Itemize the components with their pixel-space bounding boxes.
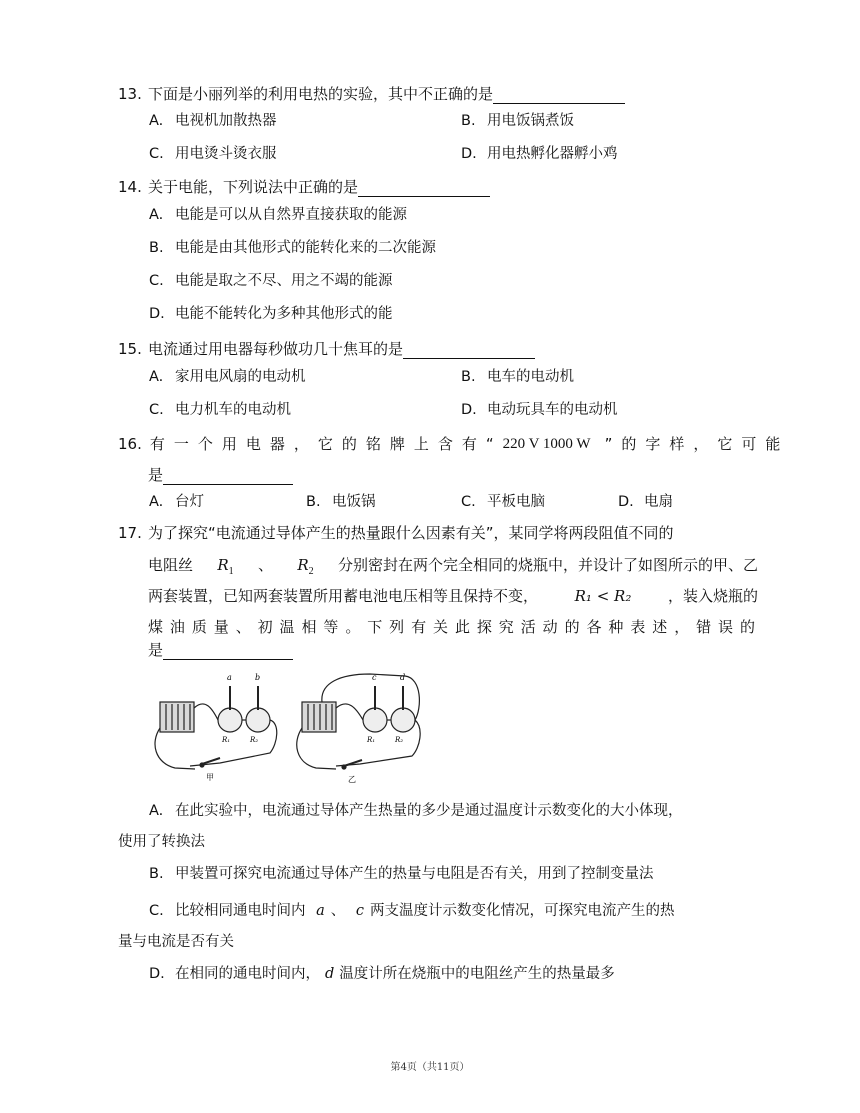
q14-option-c: C. 电能是取之不尽、用之不竭的能源 (149, 273, 393, 289)
q17-line-2: 电阻丝 $R_1$ 、 $R_2$ 分别密封在两个完全相同的烧瓶中，并设计了如图所示的甲、乙 (148, 556, 758, 577)
flask-icon (391, 708, 415, 732)
q17-option-a-cont: 使用了转换法 (118, 834, 205, 850)
q17-option-d: D. 在相同的通电时间内， d 温度计所在烧瓶中的电阻丝产生的热量最多 (149, 966, 615, 982)
q15-option-d: D. 电动玩具车的电动机 (461, 402, 618, 418)
q16-option-b: B. 电饭锅 (306, 494, 376, 510)
q13-option-c: C. 用电烫斗烫衣服 (149, 146, 277, 162)
setup-jia (155, 686, 277, 769)
q13-option-a: A. 电视机加散热器 (149, 113, 277, 129)
q14-option-a: A. 电能是可以从自然界直接获取的能源 (149, 207, 407, 223)
caption-yi: 乙 (348, 775, 356, 784)
answer-blank[interactable] (163, 468, 293, 485)
q15-option-a: A. 家用电风扇的电动机 (149, 369, 306, 385)
q16-option-a: A. 台灯 (149, 494, 204, 510)
answer-blank[interactable] (358, 180, 490, 197)
label-a: a (227, 673, 232, 682)
label-r1-right: R₁ (367, 736, 376, 744)
q16-option-d: D. 电扇 (618, 494, 673, 510)
question-17-stem: 17. 为了探究“电流通过导体产生的热量跟什么因素有关”，某同学将两段阻值不同的 (118, 524, 674, 542)
q17-option-a: A. 在此实验中，电流通过导体产生热量的多少是通过温度计示数变化的大小体现， (149, 803, 683, 819)
q15-option-c: C. 电力机车的电动机 (149, 402, 291, 418)
resistance-comparison: R₁ < R₂ (574, 587, 632, 605)
question-16-stem: 16. 有一个用电器，它的铭牌上含有“ 220 V 1000 W ”的字样，它可能 (118, 435, 790, 453)
q17-line-4: 煤油质量、初温相等。下列有关此探究活动的各种表述，错误的 (148, 618, 758, 636)
label-r2-right: R₂ (395, 736, 404, 744)
flask-icon (246, 708, 270, 732)
answer-blank[interactable] (163, 643, 293, 660)
page-footer: 第4页（共11页） (390, 1062, 470, 1073)
battery-icon (302, 702, 336, 732)
answer-blank[interactable] (493, 87, 625, 104)
q17-option-b: B. 甲装置可探究电流通过导体产生的热量与电阻是否有关，用到了控制变量法 (149, 866, 654, 882)
question-16-stem-line2: 是 (148, 465, 293, 485)
label-b: b (255, 673, 261, 682)
label-c: c (372, 673, 377, 682)
label-r1-left: R₁ (222, 736, 231, 744)
label-r2-left: R₂ (250, 736, 259, 744)
flask-icon (363, 708, 387, 732)
question-14-stem: 14. 关于电能，下列说法中正确的是 (118, 177, 490, 197)
q17-option-c: C. 比较相同通电时间内 a 、 c 两支温度计示数变化情况，可探究电流产生的热 (149, 903, 675, 919)
label-d: d (400, 673, 406, 682)
circuit-figure (150, 668, 430, 786)
q13-option-b: B. 用电饭锅煮饭 (461, 113, 574, 129)
q14-option-b: B. 电能是由其他形式的能转化来的二次能源 (149, 240, 436, 256)
question-13-stem: 13. 下面是小丽列举的利用电热的实验，其中不正确的是 (118, 84, 625, 104)
flask-icon (218, 708, 242, 732)
setup-yi (297, 674, 420, 769)
q14-option-d: D. 电能不能转化为多种其他形式的能 (149, 306, 393, 322)
q17-line-5: 是 (148, 640, 293, 660)
q17-line-3: 两套装置，已知两套装置所用蓄电池电压相等且保持不变， R₁ < R₂ ，装入烧瓶的 (148, 587, 758, 605)
q13-option-d: D. 用电热孵化器孵小鸡 (461, 146, 618, 162)
battery-icon (160, 702, 194, 732)
caption-jia: 甲 (206, 773, 214, 782)
answer-blank[interactable] (403, 342, 535, 359)
q16-option-c: C. 平板电脑 (461, 494, 545, 510)
question-15-stem: 15. 电流通过用电器每秒做功几十焦耳的是 (118, 339, 535, 359)
rating-label: 220 V 1000 W (502, 436, 591, 452)
q15-option-b: B. 电车的电动机 (461, 369, 574, 385)
q17-option-c-cont: 量与电流是否有关 (118, 934, 234, 950)
